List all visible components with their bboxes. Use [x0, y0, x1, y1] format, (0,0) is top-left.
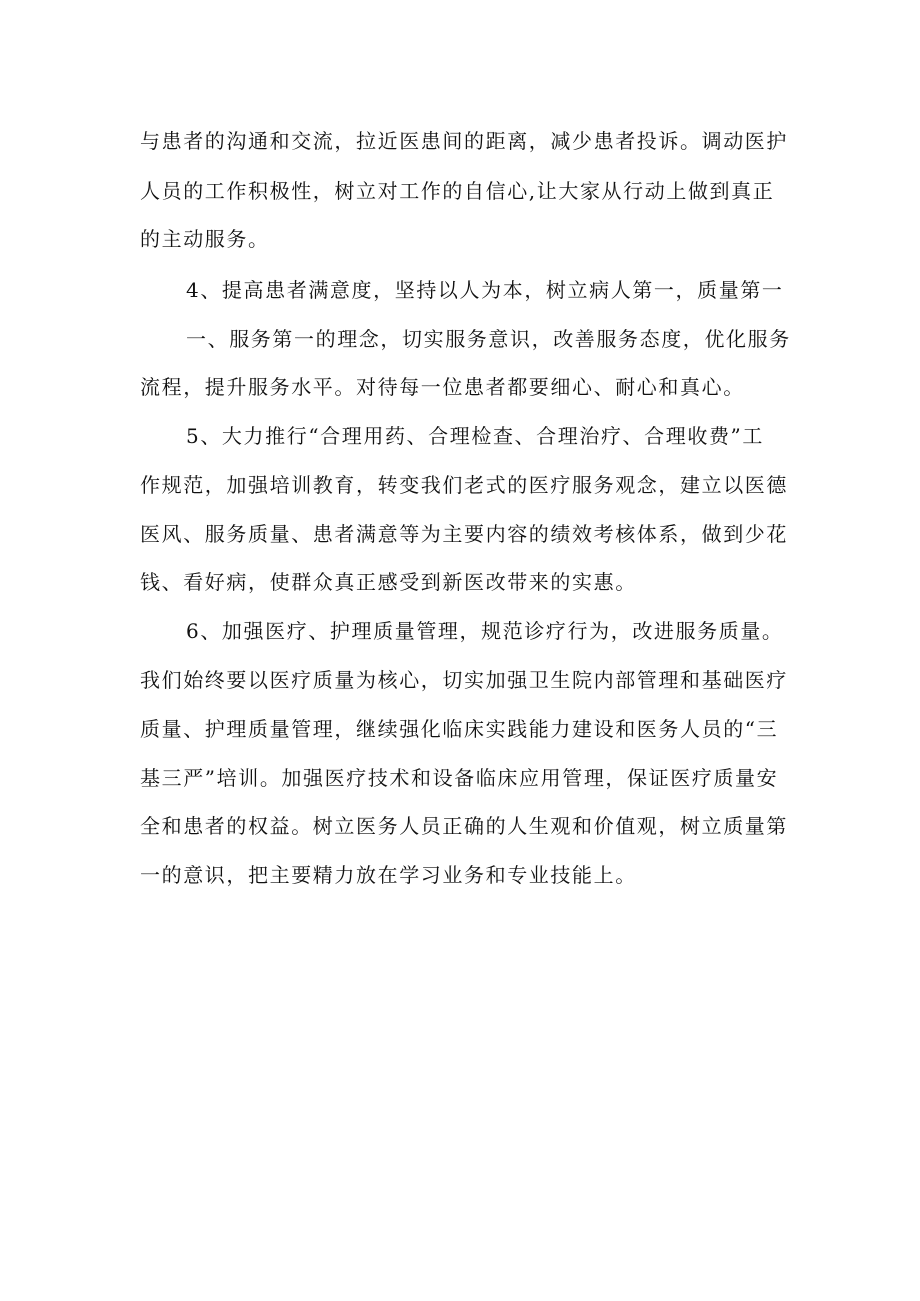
paragraph-line: 6、加强医疗、护理质量管理，规范诊疗行为，改进服务质量。: [186, 619, 784, 643]
paragraph-line: 医风、服务质量、患者满意等为主要内容的绩效考核体系，做到少花: [140, 522, 788, 546]
paragraph-line: 与患者的沟通和交流，拉近医患间的距离，减少患者投诉。调动医护: [140, 129, 788, 153]
paragraph-line: 4、提高患者满意度，坚持以人为本，树立病人第一，质量第一: [186, 278, 784, 302]
paragraph-line: 质量、护理质量管理，继续强化临床实践能力建设和医务人员的“三: [140, 717, 779, 741]
paragraph-line: 全和患者的权益。树立医务人员正确的人生观和价值观，树立质量第: [140, 814, 788, 838]
paragraph-line: 流程，提升服务水平。对待每一位患者都要细心、耐心和真心。: [140, 375, 745, 399]
paragraph-line: 基三严”培训。加强医疗技术和设备临床应用管理，保证医疗质量安: [140, 766, 779, 790]
paragraph-line: 钱、看好病，使群众真正感受到新医改带来的实惠。: [140, 570, 637, 594]
paragraph-line: 5、大力推行“合理用药、合理检查、合理治疗、合理收费”工: [186, 424, 764, 448]
paragraph-line: 人员的工作积极性，树立对工作的自信心,让大家从行动上做到真正: [140, 179, 775, 203]
paragraph-line: 一的意识，把主要精力放在学习业务和专业技能上。: [140, 863, 637, 887]
paragraph-line: 作规范，加强培训教育，转变我们老式的医疗服务观念，建立以医德: [140, 473, 788, 497]
paragraph-line: 我们始终要以医疗质量为核心，切实加强卫生院内部管理和基础医疗: [140, 668, 788, 692]
paragraph-line: 的主动服务。: [140, 227, 270, 251]
paragraph-line: 一、服务第一的理念，切实服务意识，改善服务态度，优化服务: [186, 327, 791, 351]
